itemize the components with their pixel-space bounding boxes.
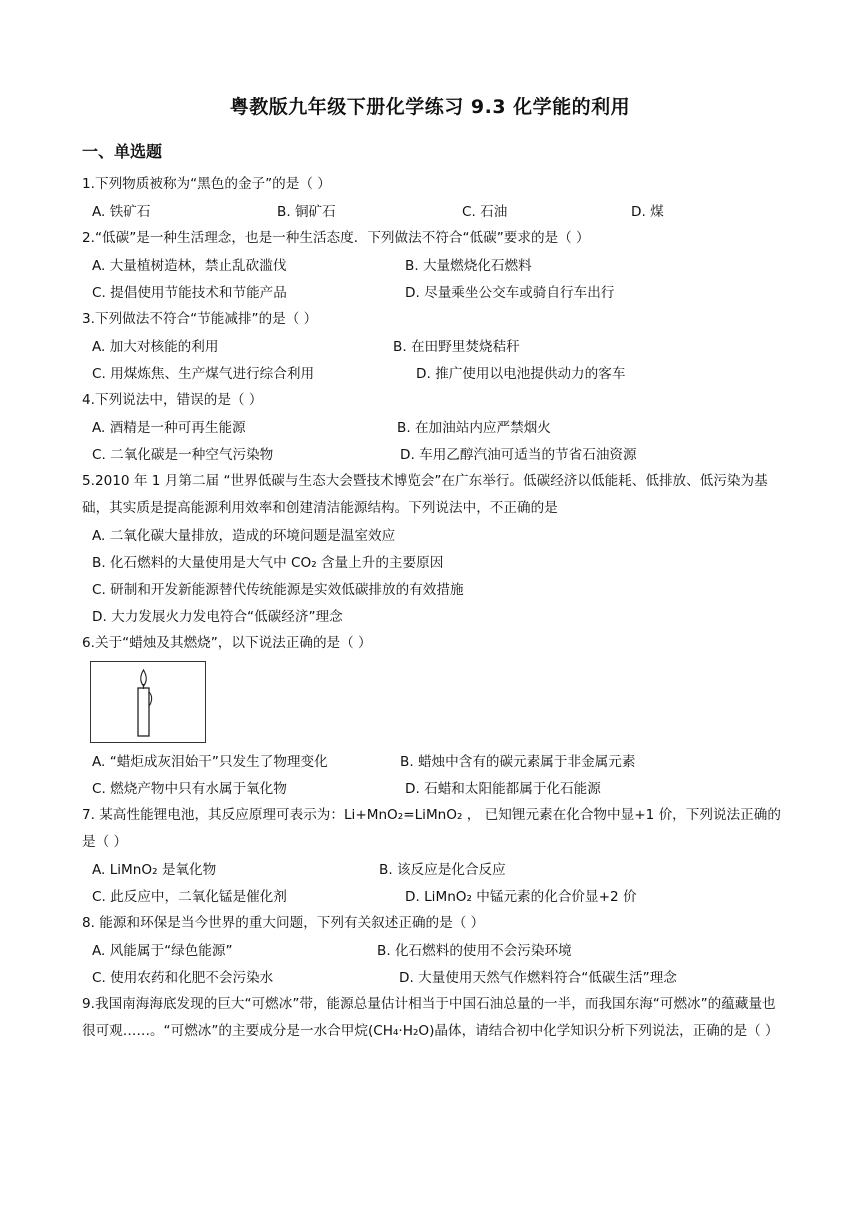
question-4 — [82, 387, 782, 414]
option-d: D. 尽量乘坐公交车或骑自行车出行 — [405, 285, 615, 301]
question-7 — [82, 802, 782, 856]
option-a: A. 大量植树造林，禁止乱砍滥伐 — [92, 258, 287, 274]
option-c: C. 此反应中，二氧化锰是催化剂 — [92, 889, 287, 905]
question-stem: 9.我国南海海底发现的巨大“可燃冰”带，能源总量估计相当于中国石油总量的一半，而我国东海“可燃冰”的蕴藏量也很可观……。“可燃冰”的主要成分是一水合甲烷(CH₄·H₂O)晶体，请结合初中化学知识分析下列说法，正确的是（ ） — [82, 996, 779, 1039]
candle-icon — [91, 662, 204, 741]
option-a: A. 酒精是一种可再生能源 — [92, 420, 246, 436]
option-b: B. 在田野里焚烧秸秆 — [393, 339, 520, 355]
option-b: B. 蜡烛中含有的碳元素属于非金属元素 — [400, 754, 636, 770]
option-c: C. 燃烧产物中只有水属于氧化物 — [92, 781, 287, 797]
option-a: A. 二氧化碳大量排放，造成的环境问题是温室效应 — [92, 528, 396, 544]
section-heading: 一、单选题 — [82, 142, 163, 161]
option-b: B. 铜矿石 — [277, 204, 336, 220]
option-b: B. 在加油站内应严禁烟火 — [397, 420, 551, 436]
question-stem: 1.下列物质被称为“黑色的金子”的是（ ） — [82, 176, 331, 192]
option-b: B. 化石燃料的使用不会污染环境 — [377, 943, 572, 959]
question-stem: 4.下列说法中，错误的是（ ） — [82, 392, 263, 408]
option-d: D. 大力发展火力发电符合“低碳经济”理念 — [92, 609, 343, 625]
option-c: C. 石油 — [462, 204, 508, 220]
page-title: 粤教版九年级下册化学练习 9.3 化学能的利用 — [229, 96, 631, 118]
option-c: C. 使用农药和化肥不会污染水 — [92, 970, 274, 986]
option-c: C. 用煤炼焦、生产煤气进行综合利用 — [92, 366, 315, 382]
candle-figure — [90, 661, 206, 743]
option-a: A. 风能属于“绿色能源” — [92, 943, 233, 959]
option-d: D. LiMnO₂ 中锰元素的化合价显+2 价 — [405, 889, 637, 905]
question-stem: 7. 某高性能锂电池，其反应原理可表示为：Li+MnO₂=LiMnO₂ ， 已知锂元素在化合物中显+1 价，下列说法正确的是（ ） — [82, 807, 781, 850]
question-9 — [82, 991, 782, 1045]
question-stem: 8. 能源和环保是当今世界的重大问题，下列有关叙述正确的是（ ） — [82, 915, 485, 931]
question-1 — [82, 171, 782, 198]
question-stem: 2.“低碳”是一种生活理念，也是一种生活态度．下列做法不符合“低碳”要求的是（ ） — [82, 230, 590, 246]
option-b: B. 大量燃烧化石燃料 — [405, 258, 532, 274]
option-d: D. 大量使用天然气作燃料符合“低碳生活”理念 — [399, 970, 677, 986]
question-stem: 6.关于“蜡烛及其燃烧”，以下说法正确的是（ ） — [82, 635, 372, 651]
option-c: C. 研制和开发新能源替代传统能源是实效低碳排放的有效措施 — [92, 582, 464, 598]
question-3 — [82, 306, 782, 333]
option-a: A. LiMnO₂ 是氧化物 — [92, 862, 217, 878]
question-stem: 5.2010 年 1 月第二届 “世界低碳与生态大会暨技术博览会”在广东举行。低碳经济以低能耗、低排放、低污染为基础，其实质是提高能源利用效率和创建清洁能源结构。下列说法中，不正确的是 — [82, 473, 768, 516]
question-5 — [82, 468, 782, 522]
question-6 — [82, 630, 782, 657]
option-d: D. 石蜡和太阳能都属于化石能源 — [405, 781, 601, 797]
option-b: B. 该反应是化合反应 — [379, 862, 506, 878]
question-8 — [82, 910, 782, 937]
option-a: A. 加大对核能的利用 — [92, 339, 219, 355]
option-d: D. 煤 — [631, 204, 664, 220]
option-c: C. 提倡使用节能技术和节能产品 — [92, 285, 287, 301]
option-d: D. 推广使用以电池提供动力的客车 — [416, 366, 626, 382]
option-a: A. “蜡炬成灰泪始干”只发生了物理变化 — [92, 754, 328, 770]
option-a: A. 铁矿石 — [92, 204, 151, 220]
option-b: B. 化石燃料的大量使用是大气中 CO₂ 含量上升的主要原因 — [92, 555, 444, 571]
option-d: D. 车用乙醇汽油可适当的节省石油资源 — [400, 447, 637, 463]
question-2 — [82, 225, 782, 252]
option-c: C. 二氧化碳是一种空气污染物 — [92, 447, 274, 463]
question-stem: 3.下列做法不符合“节能减排”的是（ ） — [82, 311, 318, 327]
